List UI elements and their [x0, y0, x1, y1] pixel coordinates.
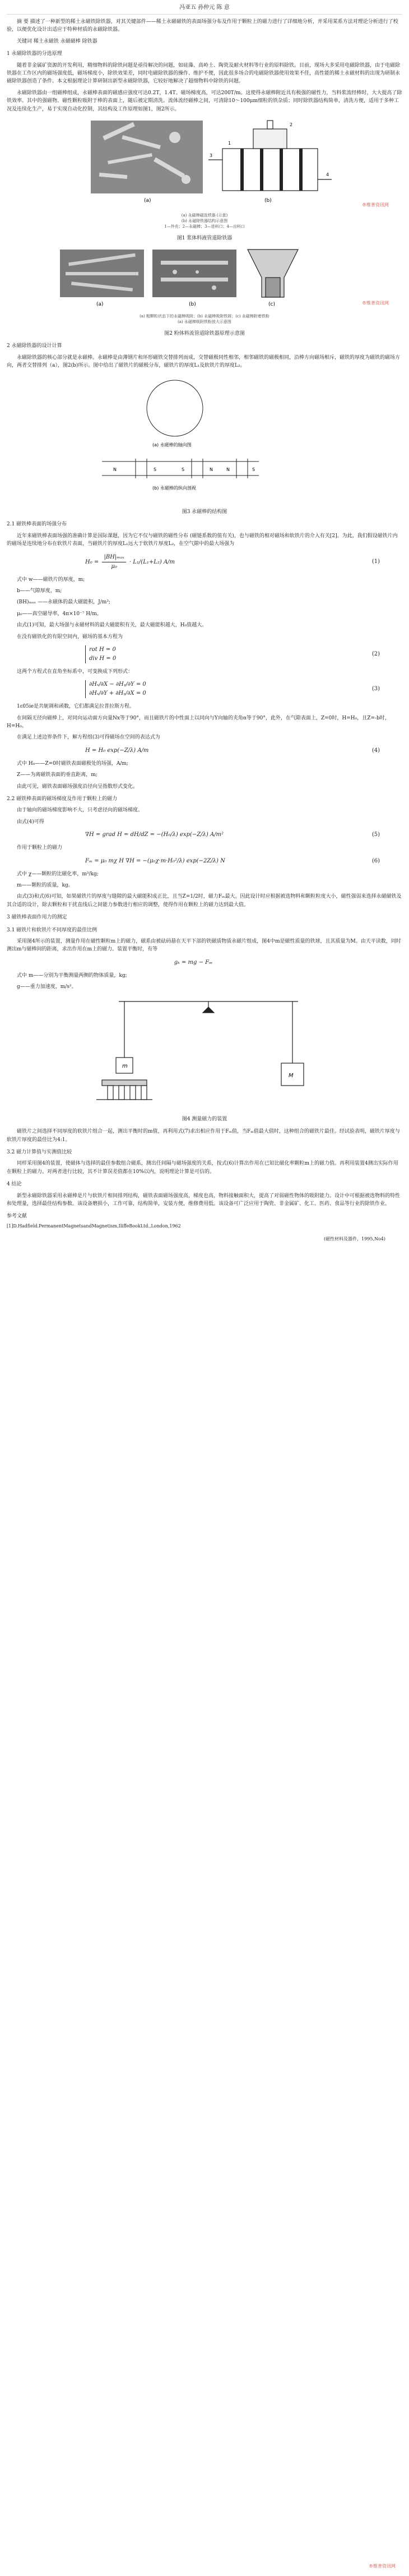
section-2-1-paragraph-9: 1ε05ie是共轭调和函数，它们都满足拉普拉斯方程。 [17, 704, 135, 710]
section-2-1-paragraph-13: Z——为离磁铁表面的垂直距离，m; [17, 772, 97, 778]
equation-2-line-a: rot H = 0 [89, 646, 116, 653]
figure-3b-label: (b) 永磁棒的纵向剖视 [152, 485, 196, 491]
pole-label-2: S [154, 467, 157, 472]
equation-5-body: ∇H = grad H = dH/dZ = −(H₀/λ) exp(−Z/λ) A/m² [85, 832, 224, 838]
divider [7, 14, 402, 15]
watermark-3: ®维普资讯网 [369, 2564, 396, 2569]
figure-1-subcaption-c: 1—外壳；2—永磁棒；3—进料口；4—出料口 [164, 224, 245, 229]
section-2-2-paragraph-4: 式中 χ——颗粒的比磁化率，m³/kg; [17, 871, 99, 877]
figure-2a-label: (a) [96, 302, 104, 308]
section-2-2-paragraph-6: 由式(3)和式(6)可知，如果磁铁片的厚度与缝隙的最大磁能积成正比，且当Z=1/2时，磁力Fₘ最大。因此设计时应根据被选物料和颗粒粒度大小，磁性强弱来选择永磁磁铁及其合适的设计，除去颗粒和干扰直线后之间能力参数进行相应的调整，使得作用在颗粒上的磁力达到最大值。 [7, 894, 402, 908]
equation-2-number: (2) [371, 650, 380, 657]
equation-1-tail: · L₁/(L₁+L₂) A/m [129, 558, 175, 565]
equation-6-body: Fₘ = μ₀ mχ H ∇H = −(μ₀χ·m·H₀²/λ) exp(−2Z/λ) N [85, 857, 225, 864]
section-2-2-paragraph-3: 作用于颗粒上的磁力 [17, 845, 63, 851]
figure-2-caption: 图2 粉体料流管道除铁器原理示意图 [164, 331, 245, 337]
figure-1b-callout-3: 3 [210, 153, 213, 158]
equation-4-number: (4) [371, 747, 380, 754]
section-1-heading: 1 永磁除铁器的分选原理 [7, 51, 62, 57]
section-2-1-paragraph-5: μ₀——真空磁导率，4π×10⁻⁷ H/m。 [17, 611, 102, 617]
section-4-heading: 4 结论 [7, 1181, 22, 1188]
pole-label-6: S [252, 467, 255, 472]
section-2-1-paragraph-3: b——气隙厚度，m; [17, 588, 62, 594]
equation-1-fraction [102, 553, 126, 571]
figure-4 [7, 996, 402, 1111]
section-2-1-paragraph-8: 这两个方程式在直角坐标系中，可变换成下列形式： [17, 668, 133, 675]
keywords: 关键词 稀土永磁铁 永磁磁棒 除铁器 [17, 38, 97, 44]
equation-1 [85, 553, 380, 571]
figure-2-subcaption-1: (a) 粗颗粒状态下的永磁棒吸附；(b) 永磁棒吸附铁屑；(c) 永磁棒附着铁粉 [140, 314, 269, 319]
equation-4-body: H = H₀ exp(−Z/λ) A/m [85, 747, 149, 754]
section-2-1-paragraph-11: 在满足上述边界条件下，解方程组(3)可得磁场在空间的表达式为 [17, 735, 160, 741]
equation-6-number: (6) [371, 857, 380, 864]
figure-4-caption: 图4 测量磁力的装置 [182, 1116, 227, 1122]
section-2-2-heading: 2.2 磁铁棒表面的磁场梯度及作用于颗粒上的磁力 [7, 796, 118, 802]
figure-1-caption: 图1 浆体料液管道除铁器 [176, 235, 233, 241]
section-3-1-heading: 3.1 磁铁片和软铁片不同厚度的最佳比例 [7, 927, 97, 933]
section-3-2-paragraph-1: 同样采用图4的装置，使磁体与选择的最佳参数组合磁系，测出任间隔与磁场强度的关系，按式(6)计算出作用在已知比磁化率颗粒m上的磁力值。再利用装置4测出实际作用在颗粒上的磁力。对两者进行比较，其不计算误差值都在10%以内，说明理论计算是可信的。 [7, 1161, 398, 1175]
figure-1-subcaption-b: (b) 永磁除铁器结构示意图 [181, 219, 228, 224]
figure-3a-label: (a) 永磁棒的轴向图 [152, 442, 192, 447]
section-3-1-paragraph-4: 磁铁片之间选择不同厚度的软铁片组合一起，测出平衡时的m值，再利用式(7)求出相应作用于Fₘ值，当Fₘ值最大值时，这种组合的磁铁片最佳。经试验表明，磁铁片厚度与软铁片厚度的最佳比为4:1。 [7, 1129, 400, 1143]
section-2-heading: 2 永磁除铁器的设计计算 [7, 343, 62, 349]
pole-label-5: N [226, 467, 230, 472]
section-2-1-heading: 2.1 磁铁棒表面的场强分布 [7, 521, 67, 528]
label-m: m [122, 1063, 128, 1069]
authors-line: 冯亚五 孙仲元 陈 意 [179, 4, 230, 11]
section-2-1-paragraph-10: 在间隔无径向磁棒上，对同向运动面方向量Nx等于90°，而且磁铁片的中性面上以同向与Y向轴的夹角α等于90°，此外，在气隙表面上，Z=0时，H=H₀，且Z=-b时，H=H₀。 [7, 715, 390, 730]
references-heading: 参考文献 [7, 1213, 27, 1220]
label-M: M [289, 1072, 294, 1079]
figure-2-subcaption-2: (a) 永磁棒吸附铁粉放大示意图 [178, 320, 231, 325]
section-3-2-heading: 3.2 磁力计算值与实测值比较 [7, 1149, 72, 1156]
equation-2-line-b: div H = 0 [89, 655, 117, 662]
figure-2 [7, 247, 402, 325]
equation-2 [85, 645, 380, 663]
equation-5 [85, 830, 380, 839]
equation-5-number: (5) [371, 832, 380, 838]
section-2-1-paragraph-7: 在没有磁铁化的有限空间内，磁场的基本方程为 [17, 634, 123, 640]
figure-1 [7, 118, 402, 230]
figure-1a-label: (a) [144, 197, 151, 204]
equation-3-number: (3) [371, 686, 380, 693]
section-1-paragraph-2: 永磁除铁器由一组磁棒组成，永磁棒表面的磁感应强度可达0.2T，1.4T。磁场梯度高，可达200T/m。这使得永磁棒附近具有极强的磁性力，当料浆流经棒时，大大提高了除铁效率。其中的强磁物、磁性颗粒吸附于棒的表面上，随后被定期清洗。流体流经磁棒之间，可清除10～100μm细粒的铁杂质；同时除铁器结构简单，清洗方便，适用于多种工况及连续化生产，易于实现自动化控制，其结构及工作原理如图1，图2所示。 [7, 90, 402, 112]
equation-3 [85, 680, 380, 698]
section-2-1-paragraph-1: 近年来磁铁棒表面场强的准确计算是国际课题，因为它不仅与磁铁的磁性分布 (磁链系数的值有关)，也与磁铁的相对磁场和软铁片的介入有关[2]。为此，我们假设磁铁片内的磁场是连续地分布在软铁片表面，当磁铁片的厚度L₁远大于软铁片厚度L₂，在空气隙中的最大场强为 [7, 533, 398, 547]
watermark-1: ®维普资讯网 [362, 202, 389, 207]
figure-3 [7, 375, 402, 504]
equation-7-body: gₖ = mg − Fₘ [174, 959, 213, 966]
figure-1b-callout-2: 2 [290, 122, 293, 127]
section-2-1-paragraph-14: 由此可见，磁铁表面磁场强度沿径向呈指数形式变化。 [17, 783, 138, 790]
section-3-1-paragraph-3: g——重力加速度，m/s²。 [17, 984, 77, 990]
figure-2c-label: (c) [268, 302, 275, 308]
rod-cross-section [147, 380, 203, 436]
section-2-1-paragraph-12: 式中 H₀——Z=0时磁铁表面磁极处的场强，A/m; [17, 760, 128, 767]
figure-1b-label: (b) [264, 197, 272, 204]
figure-1-illustration [7, 118, 402, 210]
figure-1b-callout-1: 1 [228, 140, 231, 146]
reference-1: [1]D.Hadfield.PermanentMagnetsandMagnetism,IliffeBookLtd.,London,1962 [7, 1223, 181, 1229]
section-2-2-paragraph-5: m——颗粒的质量，kg。 [17, 883, 73, 888]
section-2-1-paragraph-6: 由式(1)可知，最大场强与永磁材料的最大磁能积有关，最大磁能积越大，H₀值越大。 [17, 622, 207, 629]
rod-longitudinal-section [102, 459, 259, 478]
section-2-2-paragraph-2: 由式(4)可得 [17, 819, 44, 825]
equation-3-line-a: ∂Hₓ/∂X − ∂Hᵧ/∂Y = 0 [89, 681, 146, 688]
equation-3-line-b: ∂Hₓ/∂Y + ∂Hᵧ/∂X = 0 [89, 690, 146, 697]
figure-1b-schematic [208, 121, 332, 191]
figure-2b-label: (b) [189, 302, 196, 308]
figure-3-caption: 图3 永磁棒的结构图 [182, 509, 227, 515]
equation-6 [85, 857, 380, 866]
pole-label-4: N [210, 467, 213, 472]
journal-source: (磁性材料及器件，1995,No4) [323, 1236, 385, 1241]
section-4-paragraph-1: 新型永磁除铁器采用永磁棒是片与软铁片相间排列结构，磁铁表面磁场强度高，梯度也高，物料接触面积大，提高了对弱磁性物体的吸附能力。设计中可根据被选物料的特性和处理量，选择最佳结构参数。该设备磨损小，工作可靠，结构简单，安装方便，维修费用低。该设备可广泛应用于陶瓷、非金属矿、化工、医药、食品等行业的除铁作业。 [7, 1193, 401, 1207]
figure-1b-callout-4: 4 [326, 172, 329, 177]
pole-label-3: S [182, 467, 185, 472]
section-3-1-paragraph-2: 式中 m——分别为平衡测量两侧的物体质量，kg; [17, 972, 127, 978]
figure-2c-schematic [248, 250, 298, 297]
section-2-2-paragraph-1: 由于轴向的磁场梯度影响不大，只考虑径向的磁场梯度。 [17, 807, 143, 814]
abstract: 摘 要 描述了一种新型的稀土永磁铁除铁器，对其关键部件——稀土永磁磁铁的表面场强分布及作用于颗粒上的磁力进行了详细地分析，并采用某系方法对理论分析进行了校验，以便优化设计出适应于特种材质的永磁除铁器。 [7, 19, 398, 33]
section-3-1-paragraph-1: 采用图4所示的装置，测量作用在磁性颗粒m上的磁力，磁系由被砝码悬在天平下部的铁磁质物质永磁片组成，图4中m是磁性质量的铁球，且其质量为M。由天平读数，同时测出m与磁棒间的距离，求出作用在m上的磁力。装置平衡时，有等 [7, 938, 401, 953]
balance-apparatus [96, 1001, 304, 1100]
figure-2-illustration [7, 247, 402, 311]
figure-4-illustration [7, 996, 402, 1108]
section-1-paragraph-1: 随着非金属矿资源的开发利用，精细物料的除铁问题是亟待解决的问题，如硅藻、高岭土、陶瓷及耐火材料等行业的原料除铁。目前，现场大多采用电磁除铁器，由于电磁除铁器在工作区内的磁场强度低，磁场梯度小，除铁效果差，同时电磁除铁器的操作、维护不便，因此很多场合的电磁除铁器使用效果不佳，高性能的稀土永磁材料的出现为研制永磁除铁器创造了条件。本文根据理论计算研制出新型永磁除铁器，它较好地解决了超细物料中除铁的问题。 [7, 62, 401, 85]
figure-2b-photo [152, 250, 236, 297]
figure-1-subcaption-a: (a) 永磁棒磁选铁器 (示意) [181, 213, 228, 218]
section-2-1-paragraph-2: 式中 w——磁铁片的厚度，m; [17, 576, 85, 583]
equation-1-numerator: |BH|ₘₐₓ [102, 553, 126, 562]
equation-1-lhs: H₀ = [85, 558, 99, 565]
section-3-heading: 3 磁铁棒表面作用力的测定 [7, 915, 67, 921]
equation-7 [7, 958, 380, 967]
equation-1-number: (1) [371, 558, 380, 565]
figure-3-illustration [7, 375, 402, 501]
equation-1-denominator: μ₀ [111, 563, 117, 570]
pole-label-1: N [113, 467, 117, 472]
watermark-2: ®维普资讯网 [362, 301, 389, 306]
section-2-paragraph-1: 永磁除铁器的核心部分就是永磁棒。永磁棒是由薄钢片和环形磁铁交替排列而成，交替磁极同性相邻，相邻磁铁的磁极相同，沿棒方向磁场相斥，磁铁的厚度为磁铁的磁场方向，两者交替排列（a），图2(b)所示。图中给出了磁铁片的磁极分布，磁铁片的厚度L₁及软铁片的厚度L₂。 [7, 354, 401, 369]
equation-4 [85, 746, 380, 755]
section-2-1-paragraph-4: (BH)ₘₐₓ ——永磁体的最大磁能积，J/m³; [17, 599, 110, 606]
